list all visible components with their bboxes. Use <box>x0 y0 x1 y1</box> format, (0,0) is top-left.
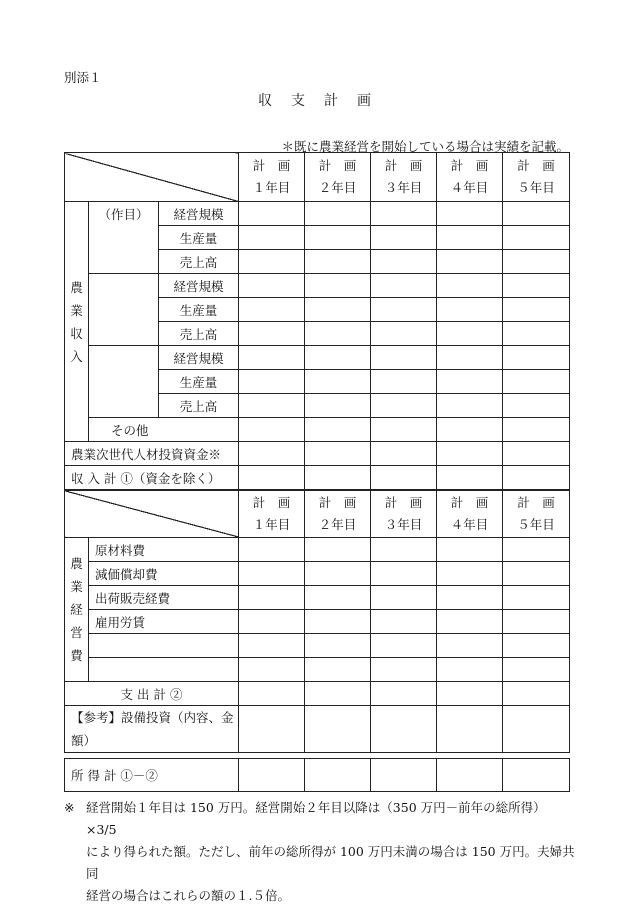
year-header-5: 計 画 ５年目 <box>503 153 570 202</box>
crop-name-cell[interactable] <box>89 346 159 418</box>
table-row <box>65 538 570 562</box>
expense-item-label: 原材料費 <box>89 538 239 562</box>
row-label: 生産量 <box>159 226 239 250</box>
input-cell[interactable] <box>503 759 570 792</box>
row-label: 生産量 <box>159 370 239 394</box>
input-cell[interactable] <box>239 298 305 322</box>
input-cell[interactable] <box>437 658 503 682</box>
page-title: 収 支 計 画 <box>258 93 372 109</box>
input-cell[interactable] <box>437 418 503 442</box>
expense-item-label: 出荷販売経費 <box>89 586 239 610</box>
input-cell[interactable] <box>239 634 305 658</box>
input-cell[interactable] <box>239 538 305 562</box>
input-cell[interactable] <box>503 466 570 491</box>
input-cell[interactable] <box>305 322 371 346</box>
row-label: 生産量 <box>159 298 239 322</box>
input-cell[interactable] <box>239 706 305 753</box>
input-cell[interactable] <box>371 562 437 586</box>
expense-item-label[interactable] <box>89 634 239 658</box>
input-cell[interactable] <box>503 610 570 634</box>
row-label: 経営規模 <box>159 346 239 370</box>
income-section-label: 農 業 収 入 <box>65 202 89 442</box>
input-cell[interactable] <box>305 442 371 466</box>
diagonal-header-cell <box>65 490 239 538</box>
input-cell[interactable] <box>239 322 305 346</box>
input-cell[interactable] <box>239 370 305 394</box>
input-cell[interactable] <box>305 466 371 491</box>
input-cell[interactable] <box>371 274 437 298</box>
row-label: 売上高 <box>159 322 239 346</box>
table-row <box>65 418 570 442</box>
input-cell[interactable] <box>239 682 305 706</box>
year-header-2: 計 画 ２年目 <box>305 153 371 202</box>
year-header-5: 計 画 ５年目 <box>503 490 570 538</box>
input-cell[interactable] <box>503 298 570 322</box>
table-row <box>65 706 570 753</box>
input-cell[interactable] <box>503 250 570 274</box>
input-cell[interactable] <box>503 442 570 466</box>
table-row <box>65 610 570 634</box>
footnote-mark: ※ <box>64 800 75 815</box>
attachment-label: 別添１ <box>64 70 102 85</box>
input-cell[interactable] <box>371 634 437 658</box>
input-cell[interactable] <box>503 682 570 706</box>
input-cell[interactable] <box>239 394 305 418</box>
input-cell[interactable] <box>437 759 503 792</box>
input-cell[interactable] <box>437 610 503 634</box>
input-cell[interactable] <box>239 346 305 370</box>
input-cell[interactable] <box>371 586 437 610</box>
income-total-row-label: 所 得 計 ①－② <box>65 759 239 792</box>
year-header-3: 計 画 ３年目 <box>371 153 437 202</box>
input-cell[interactable] <box>437 394 503 418</box>
other-label: その他 <box>89 418 239 442</box>
input-cell[interactable] <box>371 226 437 250</box>
input-cell[interactable] <box>503 370 570 394</box>
input-cell[interactable] <box>437 562 503 586</box>
table-row <box>65 466 570 491</box>
input-cell[interactable] <box>305 586 371 610</box>
input-cell[interactable] <box>305 610 371 634</box>
input-cell[interactable] <box>503 346 570 370</box>
input-cell[interactable] <box>305 202 371 226</box>
input-cell[interactable] <box>305 370 371 394</box>
table-row <box>65 202 570 226</box>
input-cell[interactable] <box>371 658 437 682</box>
input-cell[interactable] <box>437 322 503 346</box>
input-cell[interactable] <box>371 466 437 491</box>
crop-label: （作目） <box>89 202 159 274</box>
table-row <box>65 562 570 586</box>
input-cell[interactable] <box>503 538 570 562</box>
input-cell[interactable] <box>437 298 503 322</box>
table-row <box>65 634 570 658</box>
year-header-4: 計 画 ４年目 <box>437 490 503 538</box>
input-cell[interactable] <box>503 418 570 442</box>
reference-label: 【参考】設備投資（内容、金 額） <box>65 706 239 753</box>
input-cell[interactable] <box>503 202 570 226</box>
input-cell[interactable] <box>503 226 570 250</box>
input-cell[interactable] <box>371 202 437 226</box>
footnote-line: により得られた額。ただし、前年の総所得が 100 万円未満の場合は 150 万円。夫婦共同 <box>86 844 575 881</box>
input-cell[interactable] <box>239 442 305 466</box>
year-header-1: 計 画 １年目 <box>239 490 305 538</box>
input-cell[interactable] <box>503 274 570 298</box>
input-cell[interactable] <box>239 250 305 274</box>
table-row <box>65 442 570 466</box>
year-header-row <box>65 490 570 538</box>
year-header-3: 計 画 ３年目 <box>371 490 437 538</box>
year-header-row <box>65 153 570 202</box>
expense-total-label: 支 出 計 ② <box>65 682 239 706</box>
input-cell[interactable] <box>371 538 437 562</box>
expense-section-label: 農 業 経 営 費 <box>65 538 89 682</box>
subsidy-label: 農業次世代人材投資資金※ <box>65 442 239 466</box>
input-cell[interactable] <box>371 298 437 322</box>
input-cell[interactable] <box>305 706 371 753</box>
footnote-line: 経営の場合はこれらの額の１.５倍。 <box>86 888 290 903</box>
input-cell[interactable] <box>305 250 371 274</box>
input-cell[interactable] <box>305 682 371 706</box>
input-cell[interactable] <box>239 759 305 792</box>
input-cell[interactable] <box>371 250 437 274</box>
input-cell[interactable] <box>305 759 371 792</box>
input-cell[interactable] <box>437 586 503 610</box>
input-cell[interactable] <box>371 759 437 792</box>
input-cell[interactable] <box>437 250 503 274</box>
table-row <box>65 658 570 682</box>
input-cell[interactable] <box>437 370 503 394</box>
input-cell[interactable] <box>437 274 503 298</box>
input-cell[interactable] <box>437 346 503 370</box>
input-cell[interactable] <box>239 658 305 682</box>
input-cell[interactable] <box>503 634 570 658</box>
input-cell[interactable] <box>371 370 437 394</box>
expense-item-label[interactable] <box>89 658 239 682</box>
table-row <box>65 586 570 610</box>
input-cell[interactable] <box>305 634 371 658</box>
input-cell[interactable] <box>239 610 305 634</box>
input-cell[interactable] <box>371 394 437 418</box>
input-cell[interactable] <box>503 586 570 610</box>
row-label: 経営規模 <box>159 202 239 226</box>
input-cell[interactable] <box>437 682 503 706</box>
input-cell[interactable] <box>437 442 503 466</box>
input-cell[interactable] <box>503 394 570 418</box>
input-cell[interactable] <box>371 442 437 466</box>
year-header-2: 計 画 ２年目 <box>305 490 371 538</box>
input-cell[interactable] <box>371 346 437 370</box>
input-cell[interactable] <box>437 634 503 658</box>
input-cell[interactable] <box>503 706 570 753</box>
footnote <box>64 797 576 907</box>
input-cell[interactable] <box>503 322 570 346</box>
input-cell[interactable] <box>305 538 371 562</box>
input-cell[interactable] <box>305 658 371 682</box>
row-label: 売上高 <box>159 394 239 418</box>
table-row <box>65 759 570 792</box>
input-cell[interactable] <box>239 274 305 298</box>
income-total-label: 収 入 計 ①（資金を除く） <box>65 466 239 491</box>
input-cell[interactable] <box>437 466 503 491</box>
expense-item-label: 雇用労賃 <box>89 610 239 634</box>
row-label: 売上高 <box>159 250 239 274</box>
input-cell[interactable] <box>371 322 437 346</box>
row-label: 経営規模 <box>159 274 239 298</box>
input-cell[interactable] <box>371 706 437 753</box>
input-cell[interactable] <box>371 418 437 442</box>
input-cell[interactable] <box>305 226 371 250</box>
input-cell[interactable] <box>305 418 371 442</box>
input-cell[interactable] <box>305 346 371 370</box>
year-header-1: 計 画 １年目 <box>239 153 305 202</box>
income-expense-table <box>64 152 570 753</box>
year-header-4: 計 画 ４年目 <box>437 153 503 202</box>
input-cell[interactable] <box>305 394 371 418</box>
input-cell[interactable] <box>437 538 503 562</box>
input-cell[interactable] <box>437 226 503 250</box>
input-cell[interactable] <box>239 562 305 586</box>
table-row <box>65 274 570 298</box>
footnote-line: 経営開始１年目は 150 万円。経営開始２年目以降は（350 万円－前年の総所得）×3/5 <box>86 800 546 837</box>
input-cell[interactable] <box>239 586 305 610</box>
input-cell[interactable] <box>239 418 305 442</box>
input-cell[interactable] <box>239 226 305 250</box>
input-cell[interactable] <box>371 682 437 706</box>
top-note: ＊既に農業経営を開始している場合は実績を記載。 <box>281 139 569 154</box>
diagonal-header-cell <box>65 153 239 202</box>
input-cell[interactable] <box>305 562 371 586</box>
input-cell[interactable] <box>371 610 437 634</box>
input-cell[interactable] <box>503 658 570 682</box>
input-cell[interactable] <box>239 202 305 226</box>
crop-name-cell[interactable] <box>89 274 159 346</box>
input-cell[interactable] <box>437 706 503 753</box>
input-cell[interactable] <box>503 562 570 586</box>
input-cell[interactable] <box>305 274 371 298</box>
expense-item-label: 減価償却費 <box>89 562 239 586</box>
input-cell[interactable] <box>437 202 503 226</box>
income-total-table <box>64 758 570 792</box>
input-cell[interactable] <box>305 298 371 322</box>
table-row <box>65 682 570 706</box>
input-cell[interactable] <box>239 466 305 491</box>
table-row <box>65 346 570 370</box>
